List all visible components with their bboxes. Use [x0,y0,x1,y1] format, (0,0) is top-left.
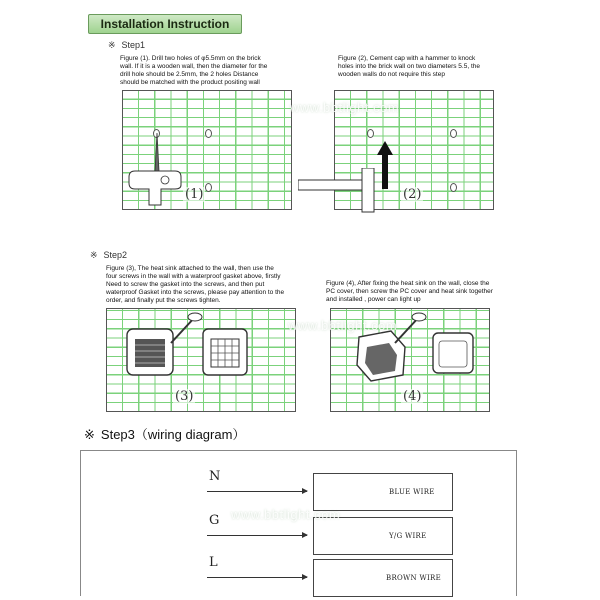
wire-terminal-box [313,517,453,555]
figure2-caption-line: Figure (2), Cement cap with a hammer to knock [338,55,476,62]
figure1-caption [120,55,295,87]
step2-heading [90,250,127,261]
screwdriver-icon [165,309,205,349]
hammer-icon [298,168,388,218]
figure4-caption-line: and installed , power can light up [326,296,421,303]
wiring-diagram [80,450,517,596]
wire-letter-n: N [209,469,221,484]
drill-hole [205,129,212,138]
figure3-caption [106,265,296,305]
figure1-number: (1) [185,187,204,202]
wire-letter-g: G [209,513,220,528]
figure3-caption-line: Figure (3), The heat sink attached to the wall, then use the [106,265,274,272]
figure3-number: (3) [175,389,194,404]
figure1-caption-line: drill hole should be 2.5mm, the 2 holes Distance [120,71,259,78]
step1-heading [108,40,145,51]
figure2-caption-line: wooden walls do not require this step [338,71,445,78]
figure1-caption-line: should be matched with the product positing wall [120,79,260,86]
gasket-frame-icon [201,327,261,387]
wire-letter-l: L [209,555,218,570]
figure2-caption [338,55,513,79]
figure1-brick-wall [122,90,292,210]
figure3-caption-line: four screws in the wall with a waterproof gasket above, firstly [106,273,281,280]
wire-label-yg: Y/G WIRE [389,532,427,540]
wire-arrow [207,535,307,536]
cement-hole [450,129,457,138]
reference-mark: ※ [84,427,95,442]
drill-hole [205,183,212,192]
wire-arrow [207,491,307,492]
assembled-light-icon [431,331,481,381]
step1-label: Step1 [121,40,146,50]
figure3-caption-line: order, and finally put the screws tighten. [106,297,221,304]
watermark: www.bbtlight.com [290,100,400,115]
cement-hole [450,183,457,192]
figure4-caption-line: PC cover, then screw the PC cover and heat sink together [326,288,493,295]
reference-mark: ※ [108,40,116,50]
figure2-caption-line: holes into the brick wall on two diameters 5.5, the [338,63,480,70]
wire-arrow [207,577,307,578]
figure1-caption-line: Figure (1). Drill two holes of φ5.5mm on the brick [120,55,261,62]
figure3-caption-line: waterproof Gasket into the screws, please pay attention to the [106,289,285,296]
wire-label-brown: BROWN WIRE [386,574,442,582]
watermark: www.bbtlight.com [288,318,398,333]
watermark: www.bbtlight.com [231,507,341,522]
figure2-number: (2) [403,187,422,202]
wire-label-blue: BLUE WIRE [389,488,435,496]
figure3-brick-wall [106,308,296,412]
figure1-caption-line: wall. If it is a wooden wall, then the diameter for the [120,63,268,70]
page-title: Installation Instruction [88,14,242,34]
step3-label: Step3（wiring diagram） [100,427,246,442]
figure4-caption-line: Figure (4), After fixing the heat sink on the wall, close the [326,280,490,287]
step3-heading [84,424,245,443]
figure4-caption [326,280,511,304]
figure4-number: (4) [403,389,422,404]
step2-label: Step2 [103,250,128,260]
cement-hole [367,129,374,138]
reference-mark: ※ [90,250,98,260]
figure3-caption-line: Need to screw the gasket into the screws, and then put [106,281,265,288]
